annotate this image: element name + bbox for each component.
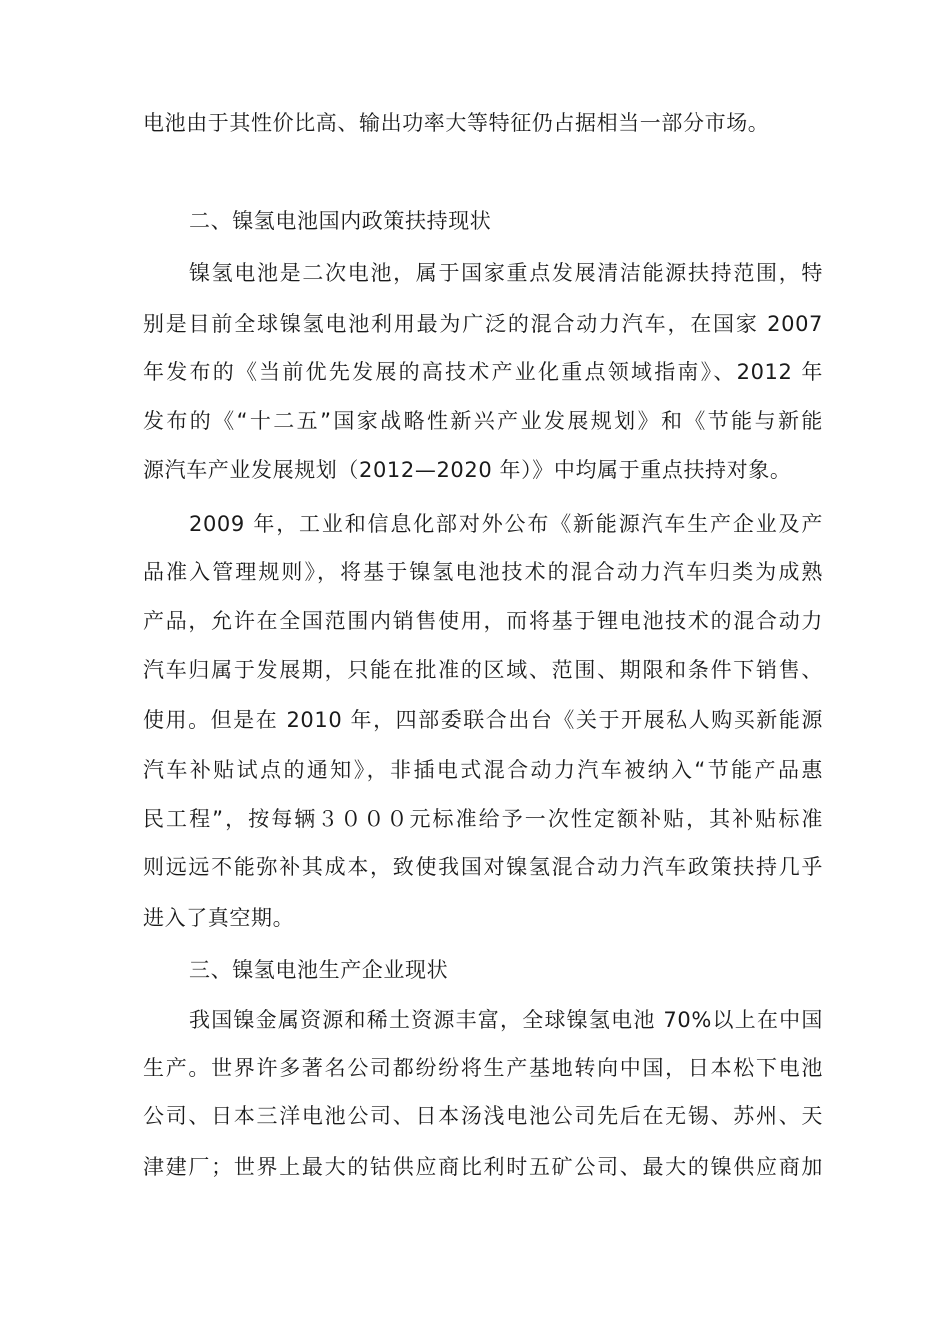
paragraph-line: 镍氢电池是二次电池，属于国家重点发展清洁能源扶持范围，特	[189, 261, 823, 285]
paragraph-line: 品准入管理规则》，将基于镍氢电池技术的混合动力汽车归类为成熟	[143, 560, 823, 584]
paragraph-line: 别是目前全球镍氢电池利用最为广泛的混合动力汽车，在国家 2007	[143, 312, 823, 336]
paragraph-line: 产品，允许在全国范围内销售使用，而将基于锂电池技术的混合动力	[143, 609, 823, 633]
paragraph-line: 我国镍金属资源和稀土资源丰富，全球镍氢电池 70%以上在中国	[189, 1008, 823, 1032]
paragraph-line: 生产。世界许多著名公司都纷纷将生产基地转向中国，日本松下电池	[143, 1056, 823, 1080]
paragraph-line: 民工程”，按每辆３０００元标准给予一次性定额补贴，其补贴标准	[143, 807, 823, 831]
paragraph-line: 2009 年，工业和信息化部对外公布《新能源汽车生产企业及产	[189, 512, 823, 536]
paragraph-line: 津建厂；世界上最大的钴供应商比利时五矿公司、最大的镍供应商加	[143, 1155, 823, 1179]
paragraph-line: 汽车归属于发展期，只能在批准的区域、范围、期限和条件下销售、	[143, 658, 823, 682]
paragraph-line: 电池由于其性价比高、输出功率大等特征仍占据相当一部分市场。	[143, 111, 770, 135]
paragraph-line: 公司、日本三洋电池公司、日本汤浅电池公司先后在无锡、苏州、天	[143, 1104, 823, 1128]
paragraph-line: 使用。但是在 2010 年，四部委联合出台《关于开展私人购买新能源	[143, 708, 823, 732]
paragraph-line: 年发布的《当前优先发展的高技术产业化重点领域指南》、2012 年	[143, 360, 823, 384]
paragraph-line: 进入了真空期。	[143, 906, 295, 930]
paragraph-line: 汽车补贴试点的通知》，非插电式混合动力汽车被纳入“节能产品惠	[143, 758, 823, 782]
section-heading: 二、镍氢电池国内政策扶持现状	[189, 209, 492, 233]
paragraph-line: 发布的《“十二五”国家战略性新兴产业发展规划》和《节能与新能	[143, 409, 823, 433]
paragraph-line: 源汽车产业发展规划（2012—2020 年）》中均属于重点扶持对象。	[143, 458, 792, 482]
section-heading: 三、镍氢电池生产企业现状	[189, 958, 449, 982]
paragraph-line: 则远远不能弥补其成本，致使我国对镍氢混合动力汽车政策扶持几乎	[143, 855, 823, 879]
